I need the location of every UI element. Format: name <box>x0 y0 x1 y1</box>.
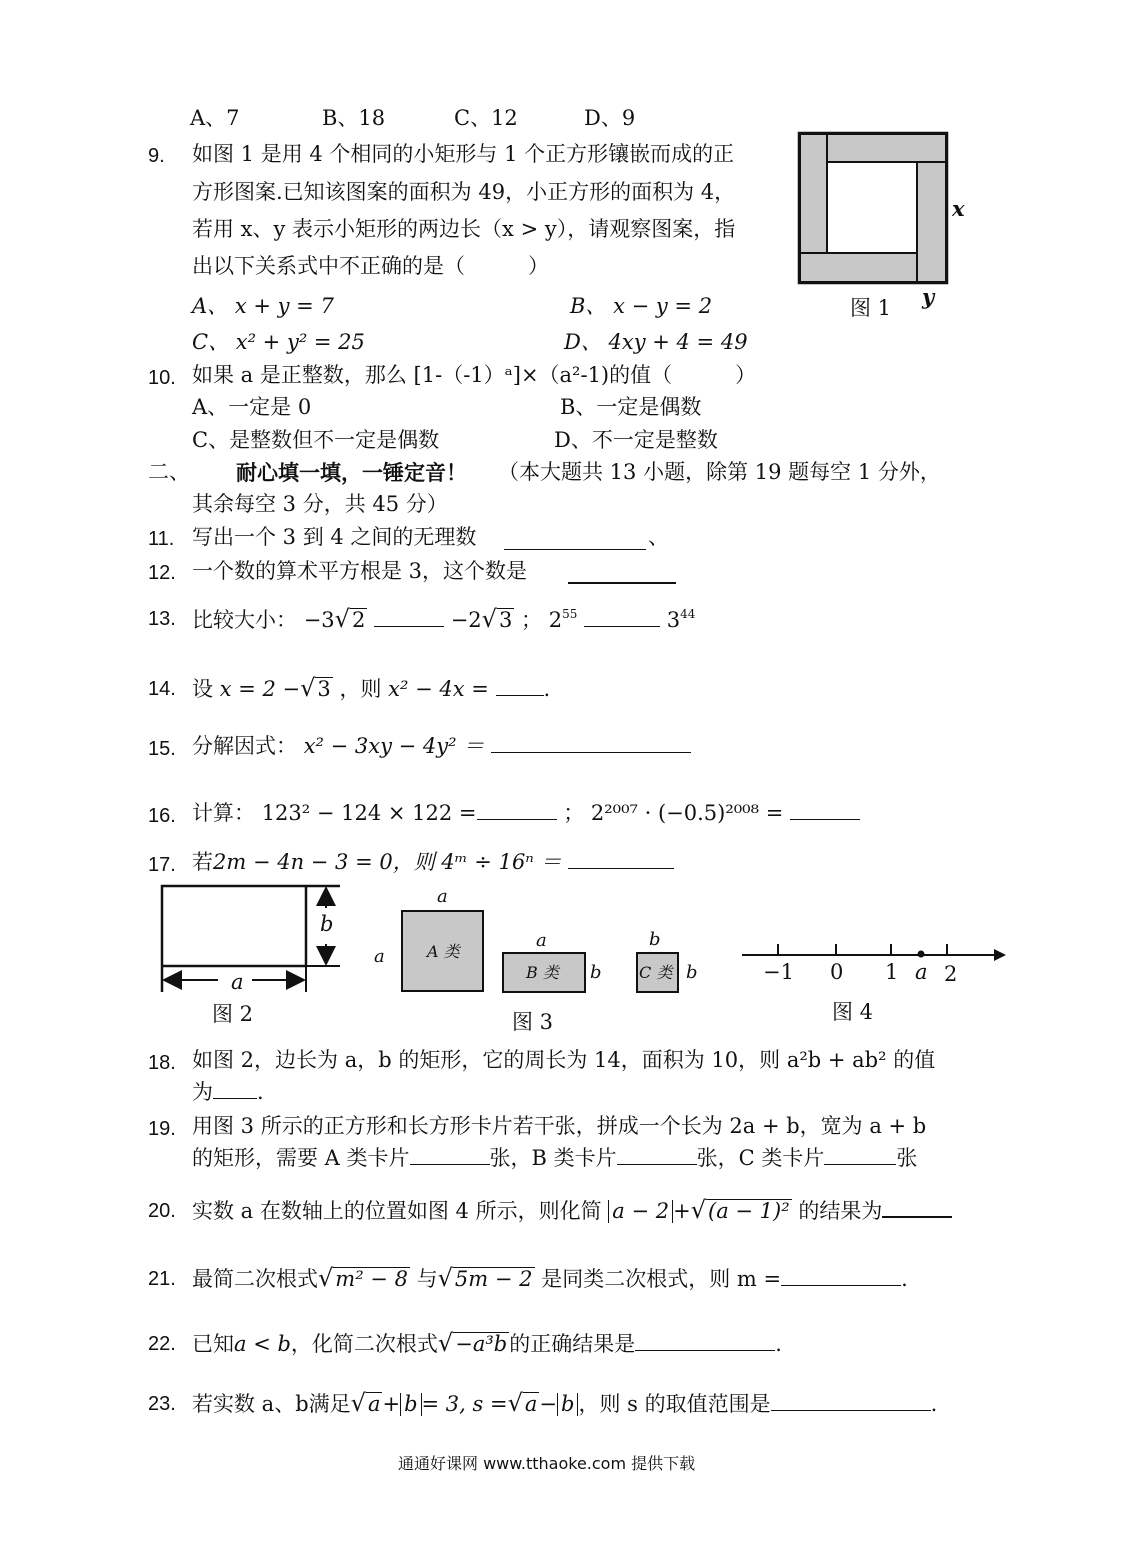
q9-option-a: A、 x + y = 7 <box>192 294 334 318</box>
q11-answer-blank[interactable] <box>504 548 646 550</box>
q15-answer-blank[interactable] <box>491 751 691 753</box>
q13-blank-1[interactable] <box>374 625 444 627</box>
q19-blank-a[interactable] <box>410 1163 490 1165</box>
q23-sqrt-a-2: a <box>524 1392 538 1416</box>
q22-prefix: 已知 <box>192 1332 234 1356</box>
fig3-a-side: a <box>374 946 385 967</box>
q21-tail: 是同类二次根式，则 m = <box>541 1267 782 1291</box>
q10-number: 10. <box>148 367 176 389</box>
q13-row <box>192 605 695 634</box>
q13-expr-1: −3√2 <box>303 605 366 633</box>
fig4-tick-label-0: 0 <box>830 960 844 984</box>
q15-text: 分解因式： <box>192 734 297 758</box>
q23-number: 23. <box>148 1393 176 1415</box>
q10-text: 如果 a 是正整数，那么 [1-（-1）ᵃ]×（a²-1)的值（ ） <box>192 363 757 387</box>
fig3-b-top: a <box>536 930 547 951</box>
q9-line-1: 如图 1 是用 4 个相同的小矩形与 1 个正方形镶嵌而成的正 <box>192 142 735 166</box>
q17-row <box>192 850 674 875</box>
q13-expr-3: $2^{55}$ <box>548 607 578 632</box>
section2-desc-1: （本大题共 13 小题，除第 19 题每空 1 分外， <box>498 460 941 484</box>
q11-number: 11. <box>148 528 175 550</box>
q15-number: 15. <box>148 738 176 760</box>
q23-abs-b-1: b <box>400 1393 421 1416</box>
q19-blank-c[interactable] <box>824 1163 896 1165</box>
fig2-rect-bottom-right <box>162 886 306 966</box>
q16-expr-2: 2²⁰⁰⁷ · (−0.5)²⁰⁰⁸ = <box>590 801 784 825</box>
q14-radicand: 3 <box>317 677 331 701</box>
fig3-c-top: b <box>649 929 661 950</box>
fig3-card-b <box>502 952 586 993</box>
q20-tail: 的结果为 <box>798 1199 883 1223</box>
q9-option-b: B、 x − y = 2 <box>570 294 713 318</box>
q18-line-2 <box>192 1080 264 1105</box>
q14-prefix: 设 <box>192 677 213 701</box>
q8-option-b: B、18 <box>322 106 386 130</box>
q8-option-a: A、7 <box>190 106 240 130</box>
q21-radical-2: 5m − 2 <box>454 1267 533 1291</box>
q13-number: 13. <box>148 608 176 630</box>
q17-expr: 2m − 4n − 3 = 0，则 4ᵐ ÷ 16ⁿ ＝ <box>213 850 562 874</box>
q20-row: 实数 a 在数轴上的位置如图 4 所示，则化简 a − 2 +√(a − 1)² 的结果为 <box>192 1196 952 1225</box>
q13-expr-2: −2√3 <box>450 605 513 633</box>
q10-option-d: D、不一定是整数 <box>554 428 718 452</box>
q13-separator: ； <box>521 608 543 632</box>
q14-row: 设 x = 2 −√3 ，则 x² − 4x = . <box>192 674 551 702</box>
fig4-arrow <box>994 949 1006 961</box>
fig3-card-a-label: A 类 <box>427 942 460 961</box>
fig3-c-side: b <box>686 962 698 983</box>
q11-text: 写出一个 3 到 4 之间的无理数 <box>192 525 477 549</box>
q16-row <box>192 801 860 826</box>
q23-minus: − <box>539 1392 557 1416</box>
section2-number: 二、 <box>148 460 190 484</box>
q23-row: 若实数 a、b满足√a+ b = 3, s =√a− b ，则 s 的取值范围是 . <box>192 1389 938 1417</box>
q22-row: 已知a < b，化简二次根式√−a³b的正确结果是 . <box>192 1329 782 1357</box>
q23-answer-blank[interactable] <box>771 1409 931 1411</box>
q10-option-c: C、是整数但不一定是偶数 <box>192 428 440 452</box>
fig1-caption: 图 1 <box>850 296 892 320</box>
q17-answer-blank[interactable] <box>568 867 674 869</box>
q15-row <box>192 734 691 759</box>
q19-number: 19. <box>148 1118 176 1140</box>
fig4-tick-label-2: 2 <box>944 962 958 986</box>
q19-line-1: 用图 3 所示的正方形和长方形卡片若干张，拼成一个长为 2a + b，宽为 a + b <box>192 1114 927 1138</box>
q20-abs-expr: a − 2 <box>608 1200 673 1223</box>
q23-plus: + <box>382 1392 401 1416</box>
section2-title: 耐心填一填，一锤定音！ <box>236 460 467 485</box>
q23-mid: ，则 s 的取值范围是 <box>578 1392 771 1416</box>
q19-blank-b[interactable] <box>617 1163 697 1165</box>
section2-desc-2: 其余每空 3 分，共 45 分） <box>192 492 448 516</box>
q18-tail: . <box>257 1080 264 1104</box>
fig4-point-a <box>918 951 925 958</box>
q14-mid: ，则 <box>339 677 382 701</box>
q11-tail: 、 <box>648 525 669 549</box>
page-footer: 通通好课网 www.tthaoke.com 提供下载 <box>398 1454 696 1473</box>
fig1-label-y: y <box>922 284 935 309</box>
q16-text: 计算： <box>192 801 255 825</box>
fig1-label-x: x <box>952 196 965 221</box>
q22-tail: 的正确结果是 <box>509 1332 636 1356</box>
fig3-card-a <box>401 910 484 992</box>
q9-line-4: 出以下关系式中不正确的是（ ） <box>192 254 549 278</box>
q22-radical: −a³b <box>455 1332 508 1356</box>
fig2-label-b: b <box>320 912 334 936</box>
q13-blank-2[interactable] <box>584 625 660 627</box>
q21-radical-1: m² − 8 <box>335 1267 408 1291</box>
fig3-card-b-label: B 类 <box>526 963 559 982</box>
q19-line-2 <box>192 1146 917 1171</box>
q20-number: 20. <box>148 1200 176 1222</box>
fig3-a-top: a <box>437 886 448 907</box>
figure-1 <box>796 130 956 290</box>
q14-answer-blank[interactable] <box>496 694 544 696</box>
q17-number: 17. <box>148 854 176 876</box>
q16-number: 16. <box>148 805 176 827</box>
q9-line-2: 方形图案.已知该图案的面积为 49，小正方形的面积为 4， <box>192 180 736 204</box>
q21-mid: 与 <box>416 1267 438 1291</box>
fig4-point-label: a <box>915 960 928 984</box>
q9-option-c: C、 x² + y² = 25 <box>192 330 365 354</box>
fig1-rect-top <box>827 134 946 162</box>
q23-abs-b-2: b <box>557 1393 578 1416</box>
q21-row: 最简二次根式√m² − 8 与√5m − 2 是同类二次根式，则 m = . <box>192 1264 908 1292</box>
q16-expr-1: 123² − 124 × 122 = <box>261 801 477 825</box>
q19-text-d: 张 <box>896 1146 918 1170</box>
q21-number: 21. <box>148 1268 176 1290</box>
q9-option-d: D、 4xy + 4 = 49 <box>564 330 748 354</box>
q14-expr-2: x² − 4x = <box>388 677 489 701</box>
q8-option-d: D、9 <box>584 106 636 130</box>
q22-condition: a < b <box>234 1332 291 1356</box>
q9-line-3: 若用 x、y 表示小矩形的两边长（x > y），请观察图案，指 <box>192 217 736 241</box>
fig1-rect-right <box>917 162 946 282</box>
fig1-rect-bottom <box>800 253 917 282</box>
q19-text-b: 张，B 类卡片 <box>489 1146 617 1170</box>
q23-prefix: 若实数 a、b满足 <box>192 1392 351 1416</box>
q14-number: 14. <box>148 678 176 700</box>
q19-text-a: 的矩形，需要 A 类卡片 <box>192 1146 410 1170</box>
q14-tail: . <box>543 677 551 701</box>
q14-expr: x = 2 − <box>219 677 301 701</box>
fig4-caption: 图 4 <box>832 1000 874 1024</box>
q22-answer-blank[interactable] <box>635 1349 775 1351</box>
fig2-caption: 图 2 <box>212 1002 254 1026</box>
q22-end: . <box>775 1332 782 1356</box>
q12-text: 一个数的算术平方根是 3，这个数是 <box>192 559 528 583</box>
fig2-label-a: a <box>231 970 244 994</box>
q12-number: 12. <box>148 562 176 584</box>
fig3-card-c <box>636 952 679 993</box>
q16-blank-2[interactable] <box>790 818 860 820</box>
q9-number: 9. <box>148 145 165 167</box>
q10-option-b: B、一定是偶数 <box>560 395 702 419</box>
q20-answer-blank[interactable] <box>882 1215 952 1218</box>
fig3-b-side: b <box>590 962 602 983</box>
q13-expr-4: $3^{44}$ <box>666 607 696 632</box>
q19-text-c: 张，C 类卡片 <box>696 1146 825 1170</box>
figure-2 <box>156 880 356 996</box>
q18-line-1: 如图 2，边长为 a，b 的矩形，它的周长为 14，面积为 10，则 a²b + ab² 的值 <box>192 1048 936 1072</box>
q18-number: 18. <box>148 1052 176 1074</box>
q16-separator: ； <box>563 801 585 825</box>
q13-text: 比较大小： <box>192 608 297 632</box>
q22-number: 22. <box>148 1333 176 1355</box>
q17-prefix: 若 <box>192 850 213 874</box>
q16-blank-1[interactable] <box>477 818 557 820</box>
q23-equals: = 3, s = <box>421 1392 508 1416</box>
fig3-caption: 图 3 <box>512 1010 554 1034</box>
q21-text: 最简二次根式 <box>192 1267 318 1291</box>
fig1-rect-left <box>800 134 827 253</box>
q8-option-c: C、12 <box>454 106 518 130</box>
q18-line-2-text: 为 <box>192 1080 213 1104</box>
fig4-tick-label-1: 1 <box>885 960 899 984</box>
q20-text: 实数 a 在数轴上的位置如图 4 所示，则化简 <box>192 1199 602 1223</box>
q21-end: . <box>901 1267 908 1291</box>
q12-answer-blank[interactable] <box>568 581 676 584</box>
q23-end: . <box>930 1392 938 1416</box>
fig4-tick-label-minus1: −1 <box>763 960 794 984</box>
fig2-rect-top-left <box>162 886 340 992</box>
q23-sqrt-a-1: a <box>367 1392 381 1416</box>
q20-plus: + <box>673 1199 691 1223</box>
q21-answer-blank[interactable] <box>781 1284 901 1286</box>
fig3-card-c-label: C 类 <box>639 963 673 982</box>
q15-expr: x² − 3xy − 4y² ＝ <box>303 734 485 758</box>
q10-option-a: A、一定是 0 <box>192 395 312 419</box>
q20-sqrt-expr: (a − 1)² <box>708 1199 790 1223</box>
q18-answer-blank[interactable] <box>213 1097 257 1099</box>
q22-mid: ，化简二次根式 <box>290 1332 438 1356</box>
